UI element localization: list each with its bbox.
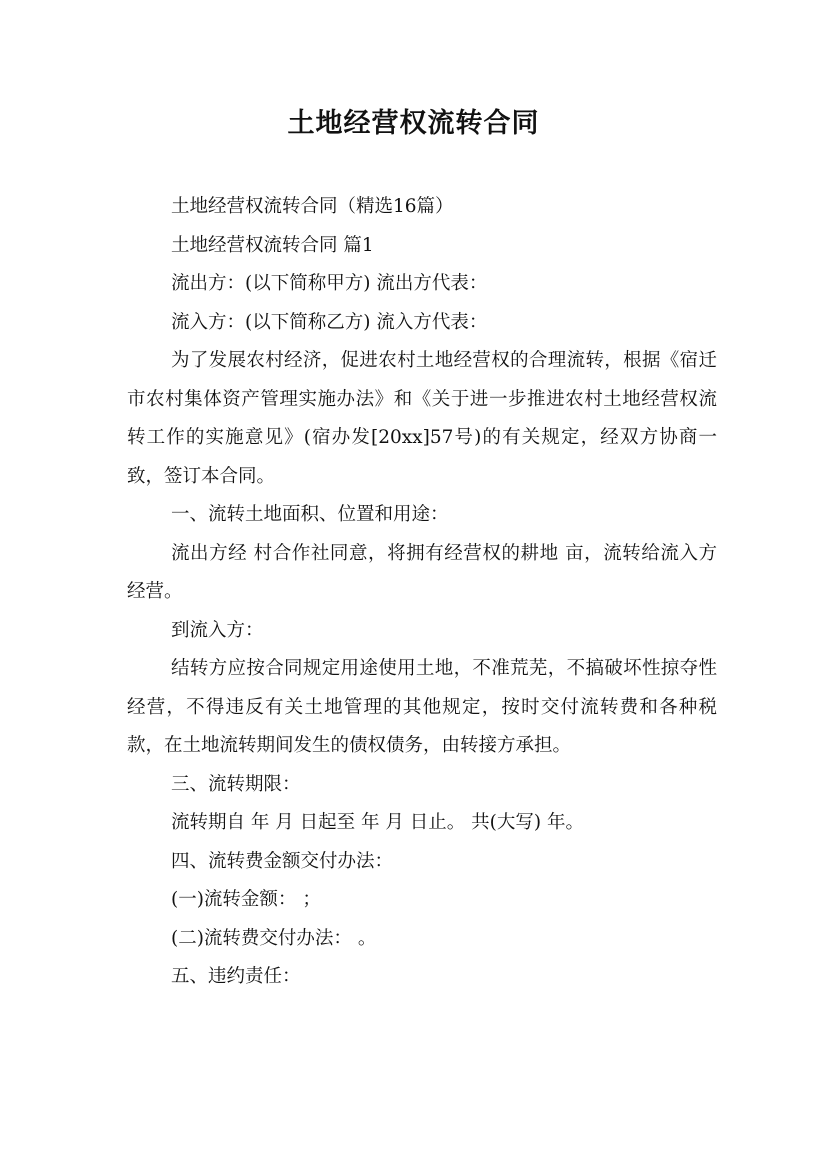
- paragraph-clause-5-heading: 五、违约责任：: [171, 966, 301, 987]
- document-body: [127, 188, 717, 997]
- paragraph-to-inflow: 到流入方：: [171, 619, 264, 641]
- paragraph-clause-1-body: 流出方经 村合作社同意，将拥有经营权的耕地 亩，流转给流入方经营。: [127, 542, 717, 602]
- paragraph-fee-amount: (一)流转金额： ；: [171, 889, 321, 910]
- paragraph-subtitle: 土地经营权流转合同（精选16篇）: [171, 196, 454, 217]
- paragraph-party-a: 流出方：(以下简称甲方) 流出方代表：: [171, 273, 488, 294]
- paragraph-clause-3-heading: 三、流转期限：: [171, 773, 301, 795]
- paragraph-obligations: 结转方应按合同规定用途使用土地，不准荒芜，不搞破坏性掠夺性经营，不得违反有关土地管理的其他规定，按时交付流转费和各种税款，在土地流转期间发生的债权债务，由转接方承担。: [127, 658, 717, 756]
- paragraph-clause-1-heading: 一、流转土地面积、位置和用途：: [171, 504, 449, 525]
- paragraph-party-b: 流入方：(以下简称乙方) 流入方代表：: [171, 311, 488, 333]
- paragraph-fee-payment: (二)流转费交付办法： 。: [171, 927, 377, 949]
- paragraph-section-heading: 土地经营权流转合同 篇1: [171, 234, 374, 256]
- paragraph-term: 流转期自 年 月 日起至 年 月 日止。 共(大写) 年。: [171, 812, 584, 833]
- paragraph-clause-4-heading: 四、流转费金额交付办法：: [171, 850, 394, 872]
- paragraph-preamble: 为了发展农村经济，促进农村土地经营权的合理流转，根据《宿迁市农村集体资产管理实施办法》和《关于进一步推进农村土地经营权流转工作的实施意见》(宿办发[20xx]57号)的有关规定，经双方协商一致，签订本合同。: [127, 350, 717, 487]
- document-title: 土地经营权流转合同: [287, 108, 540, 139]
